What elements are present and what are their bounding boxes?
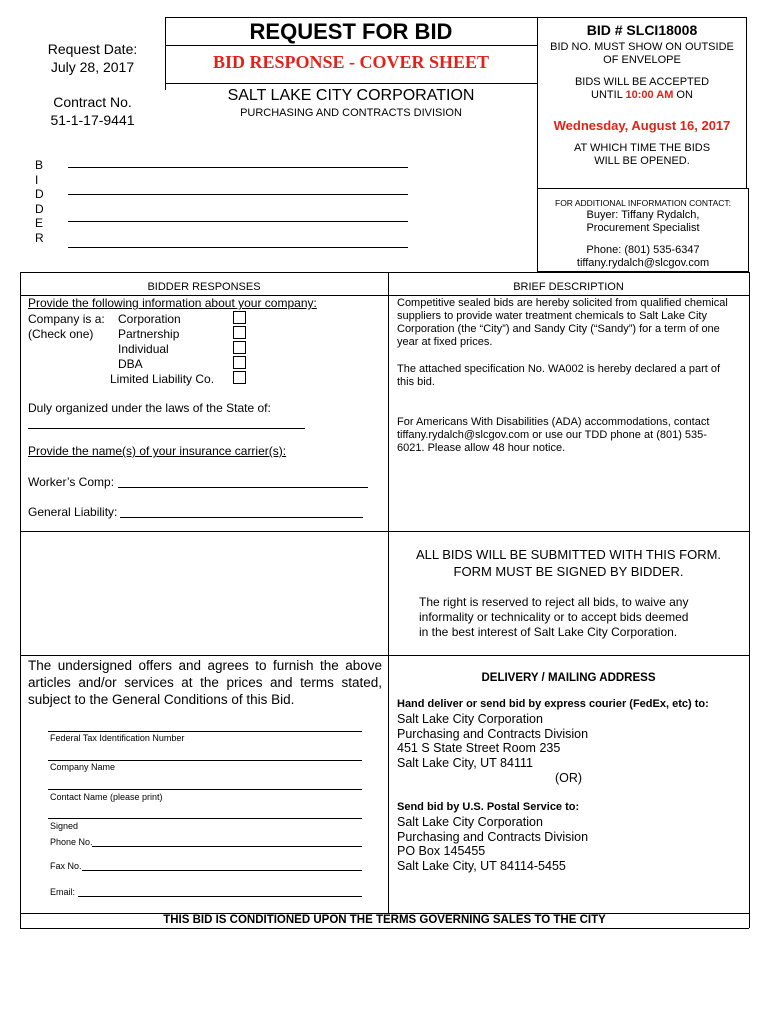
bid-due-date: Wednesday, August 16, 2017 [553, 118, 731, 133]
accepted-time: 10:00 AM [625, 89, 674, 101]
bidder-letters [35, 158, 47, 246]
workers-comp-label: Worker’s Comp: [28, 475, 115, 489]
brief-heading: BRIEF DESCRIPTION [513, 281, 624, 293]
company-name-line[interactable] [48, 760, 362, 761]
check-one-label: (Check one) [28, 327, 94, 341]
offer-line: articles and/or services at the prices and terms stated, [28, 675, 382, 690]
postal-label: Send bid by U.S. Postal Service to: [397, 801, 580, 813]
page-subtitle: BID RESPONSE - COVER SHEET [212, 52, 490, 72]
email-label: Email: [50, 887, 76, 897]
email-line[interactable] [78, 896, 362, 897]
option-partnership: Partnership [118, 327, 180, 341]
brief-line: The attached specification No. WA002 is hereby declared a part of [397, 363, 721, 375]
delivery-heading: DELIVERY / MAILING ADDRESS [481, 672, 656, 684]
buyer-phone: Phone: (801) 535-6347 [586, 244, 700, 256]
contact-name-label: Contact Name (please print) [50, 792, 163, 802]
hand-address [397, 712, 588, 770]
brief-line: tiffany.rydalch@slcgov.com or use our TDD phone at (801) 535- [397, 429, 707, 441]
grid-line [20, 272, 749, 273]
brief-para-3 [397, 416, 709, 455]
option-corporation: Corporation [118, 312, 181, 326]
signed-label: Signed [50, 821, 79, 831]
header-border [165, 17, 537, 18]
company-is-label: Company is a: [28, 312, 105, 326]
brief-line: For Americans With Disabilities (ADA) accommodations, contact [397, 416, 710, 428]
division-name: PURCHASING AND CONTRACTS DIVISION [240, 107, 462, 119]
reserve-notice [419, 595, 688, 640]
bidder-line[interactable] [68, 167, 408, 168]
grid-line [20, 928, 749, 929]
checkbox-corporation[interactable] [233, 311, 246, 324]
bidder-line[interactable] [68, 194, 408, 195]
brief-line: year at fixed prices. [397, 336, 493, 348]
buyer-title: Procurement Specialist [586, 222, 700, 234]
insurance-label: Provide the name(s) of your insurance carrier(s): [28, 444, 287, 458]
checkbox-individual[interactable] [233, 341, 246, 354]
grid-line [388, 272, 389, 914]
state-line[interactable] [28, 428, 305, 429]
reserve-line: in the best interest of Salt Lake City Corporation. [419, 625, 678, 639]
bid-notice-1: BID NO. MUST SHOW ON OUTSIDE [550, 41, 734, 53]
request-date-label: Request Date: [47, 41, 138, 57]
bidder-letter: R [35, 230, 44, 245]
responses-heading: BIDDER RESPONSES [147, 281, 261, 293]
address-line: Salt Lake City, UT 84111 [397, 755, 533, 770]
fax-line[interactable] [82, 870, 362, 871]
address-line: Salt Lake City Corporation [397, 815, 543, 829]
address-line: PO Box 145455 [397, 844, 486, 859]
offer-statement [28, 657, 382, 708]
bid-accepted-2 [537, 89, 747, 102]
submission-line-2: FORM MUST BE SIGNED BY BIDDER. [453, 564, 684, 579]
tax-id-line[interactable] [48, 731, 362, 732]
phone-label: Phone No. [50, 837, 93, 847]
option-dba: DBA [118, 357, 143, 371]
contract-number: 51-1-17-9441 [50, 112, 135, 128]
submission-line-1: ALL BIDS WILL BE SUBMITTED WITH THIS FORM. [415, 547, 722, 562]
contact-name-line[interactable] [48, 789, 362, 790]
general-liability-line[interactable] [120, 517, 363, 518]
buyer-email: tiffany.rydalch@slcgov.com [576, 257, 710, 269]
brief-line: suppliers to provide water treatment chemicals to Salt Lake City [397, 310, 707, 322]
address-line: 451 S State Street Room 235 [397, 741, 561, 756]
option-llc: Limited Liability Co. [110, 372, 215, 386]
checkbox-dba[interactable] [233, 356, 246, 369]
brief-para-2 [397, 363, 720, 389]
general-liability-label: General Liability: [28, 505, 118, 519]
address-line: Purchasing and Contracts Division [397, 726, 589, 741]
grid-line [20, 655, 749, 656]
reserve-line: informality or technicality or to accept bids deemed [419, 610, 689, 624]
brief-line: Corporation (the “City”) and Sandy City (“Sandy”) for a term of one [397, 323, 720, 335]
bidder-letter: D [35, 201, 44, 216]
bidder-letter: B [35, 158, 44, 172]
bid-opened-1: AT WHICH TIME THE BIDS [573, 142, 711, 154]
address-line: Salt Lake City Corporation [397, 712, 543, 726]
offer-line: subject to the General Conditions of this Bid. [28, 692, 295, 707]
bidder-letter: E [35, 216, 44, 231]
grid-line [20, 531, 749, 532]
postal-address [397, 815, 588, 873]
fax-label: Fax No. [50, 861, 82, 871]
option-individual: Individual [118, 342, 169, 356]
submission-notice [388, 546, 749, 580]
workers-comp-line[interactable] [118, 487, 368, 488]
provide-info-label: Provide the following information about your company: [28, 296, 317, 310]
hand-deliver-label: Hand deliver or send bid by express courier (FedEx, etc) to: [397, 698, 709, 710]
accepted-post: ON [673, 89, 693, 101]
header-divider [165, 83, 537, 84]
org-name: SALT LAKE CITY CORPORATION [227, 87, 475, 104]
contract-block [20, 93, 165, 129]
bidder-letter: I [35, 172, 39, 187]
address-line: Salt Lake City, UT 84114-5455 [397, 858, 566, 873]
address-line: Purchasing and Contracts Division [397, 829, 589, 844]
company-name-label: Company Name [50, 762, 116, 772]
page-title: REQUEST FOR BID [249, 19, 453, 44]
or-label: (OR) [555, 771, 583, 785]
grid-line [20, 272, 21, 928]
accepted-pre: UNTIL [591, 89, 626, 101]
request-date-value: July 28, 2017 [50, 59, 135, 75]
brief-line: 6021. Please allow 48 hour notice. [397, 442, 566, 454]
bid-number: BID # SLCI18008 [586, 22, 698, 38]
bidder-line[interactable] [68, 247, 408, 248]
bidder-letter: D [35, 187, 44, 202]
bid-notice-2: OF ENVELOPE [603, 54, 681, 66]
phone-line[interactable] [92, 846, 362, 847]
checkbox-partnership[interactable] [233, 326, 246, 339]
buyer-name: Buyer: Tiffany Rydalch, [586, 209, 700, 221]
bidder-line[interactable] [68, 221, 408, 222]
checkbox-llc[interactable] [233, 371, 246, 384]
footer-terms: THIS BID IS CONDITIONED UPON THE TERMS GOVERNING SALES TO THE CITY [163, 914, 606, 926]
tax-id-label: Federal Tax Identification Number [50, 733, 185, 743]
brief-line: Competitive sealed bids are hereby solicited from qualified chemical [397, 297, 728, 309]
contact-label: FOR ADDITIONAL INFORMATION CONTACT: [555, 198, 731, 208]
request-date-block [20, 40, 165, 76]
bid-opened-2: WILL BE OPENED. [594, 155, 690, 167]
brief-para-1 [397, 297, 728, 349]
brief-line: this bid. [397, 376, 435, 388]
contract-label: Contract No. [53, 94, 132, 110]
offer-line: The undersigned offers and agrees to furnish the above [28, 658, 382, 673]
organized-label: Duly organized under the laws of the State of: [28, 401, 271, 415]
bid-accepted-1: BIDS WILL BE ACCEPTED [574, 76, 710, 88]
reserve-line: The right is reserved to reject all bids, to waive any [419, 595, 689, 609]
header-divider [165, 45, 537, 46]
signature-line[interactable] [48, 818, 362, 819]
grid-line [749, 272, 750, 928]
